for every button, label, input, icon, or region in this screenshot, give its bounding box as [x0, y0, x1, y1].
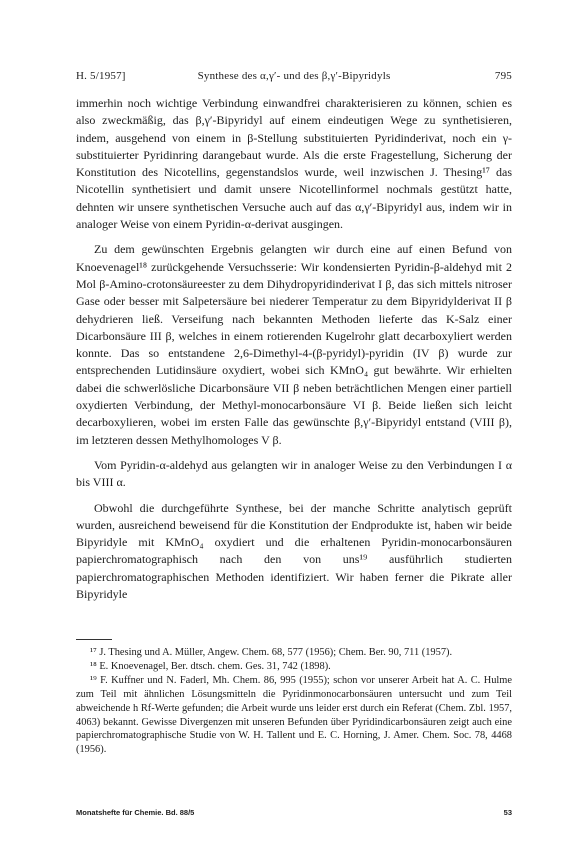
- body-text: [76, 95, 512, 603]
- running-title: Synthese des α,γ′- und des β,γ′-Bipyridyls: [197, 70, 391, 82]
- journal-volume: Monatshefte für Chemie. Bd. 88/5: [76, 808, 195, 817]
- footnote-17: ¹⁷ J. Thesing und A. Müller, Angew. Chem. 68, 577 (1956); Chem. Ber. 90, 711 (1957).: [90, 647, 453, 658]
- paragraph-alpha-route: Vom Pyridin-α-aldehyd aus gelangten wir in analoger Weise zu den Verbindungen I α bis VIII α.: [76, 457, 512, 490]
- running-header: [76, 70, 512, 86]
- footnote-19: ¹⁹ F. Kuffner und N. Faderl, Mh. Chem. 86, 995 (1955); schon vor unserer Arbeit hat A. C. Hulme zum Teil mit ähnlichen Lösungsmitteln die Pyridinmonocarbonsäuren untersucht und zum Teil abweichende h Rf-Werte gefunden; die Arbeit wurde uns leider erst durch ein Referat (Chem. Zbl. 1957, 4063) bekannt. Gewisse Divergenzen mit unseren Befunden über Pyridindicarbonsäuren zeigt auch eine papierchromatographische Studie von W. H. Tallent und E. C. Horning, J. Amer. Chem. Soc. 78, 4468 (1956).: [76, 674, 512, 756]
- footnote-18: ¹⁸ E. Knoevenagel, Ber. dtsch. chem. Ges. 31, 742 (1898).: [90, 660, 331, 672]
- paragraph-continuation: immerhin noch wichtige Verbindung einwandfrei charakterisieren zu können, schien es also zweckmäßig, das β,γ′-Bipyridyl auf einem eindeutigen Wege zu synthetisieren, indem, ausgehend von einem in β-Stellung substituierten Pyridinderivat, noch ein γ-substituierter Pyridinring darangebaut wurde. Als die erste Fragestellung, Sicherung der Konstitution des Nicotellins, gegenstandslos wurde, weil inzwischen J. Thesing¹⁷ das Nicotellin synthetisiert und damit unsere Nicotellinformel nochmals gestützt hatte, dehnten wir unsere synthetischen Versuche auch auf das α,γ′-Bipyridyl aus, indem wir in analoger Weise von einem Pyridin-α-derivat ausgingen.: [76, 96, 512, 232]
- page-footer: [76, 808, 512, 822]
- paragraph-verification: Obwohl die durchgeführte Synthese, bei der manche Schritte analytisch geprüft wurden, ausreichend beweisend für die Konstitution der Endprodukte ist, haben wir beide Bipyridyle mit KMnO₄ oxydiert und die erhaltenen Pyridin-monocarbonsäuren papierchromatographisch nach den von uns¹⁹ ausführlich studierten papierchromatographischen Methoden identifiziert. Wir haben ferner die Pikrate aller Bipyridyle: [76, 500, 512, 602]
- issue-reference: H. 5/1957]: [76, 70, 126, 82]
- sheet-number: 53: [503, 808, 512, 817]
- page-number: 795: [494, 70, 512, 82]
- footnotes: [76, 646, 512, 757]
- footnote-divider: [76, 639, 112, 640]
- paragraph-synthesis: Zu dem gewünschten Ergebnis gelangten wir durch eine auf einen Befund von Knoevenagel¹⁸ zurückgehende Versuchsserie: Wir kondensierten Pyridin-β-aldehyd mit 2 Mol β-Amino-crotonsäureester zu dem Dihydropyridinderivat I β, das sich mittels nitroser Gase oder besser mit Salpetersäure bei niederer Temperatur zu dem Bipyridylderivat II β dehydrieren ließ. Verseifung nach bekannten Methoden lieferte das K-Salz einer Dicarbonsäure III β, welches in einem rotierenden Kugelrohr glatt decarboxyliert werden konnte. Das so entstandene 2,6-Dimethyl-4-(β-pyridyl)-pyridin (IV β) wurde zur entsprechenden Lutidinsäure oxydiert, wobei sich KMnO₄ gut bewährte. Wir erhielten dabei die schwerlösliche Dicarbonsäure VII β neben beträchtlichen Mengen einer partiell oxydierten Verbindung, der Methyl-monocarbonsäure VI β. Beide ließen sich leicht decarboxylieren, wobei im ersten Falle das gewünschte β,γ′-Bipyridyl entstand (VIII β), im letzteren dessen Methylhomologes V β.: [76, 242, 512, 447]
